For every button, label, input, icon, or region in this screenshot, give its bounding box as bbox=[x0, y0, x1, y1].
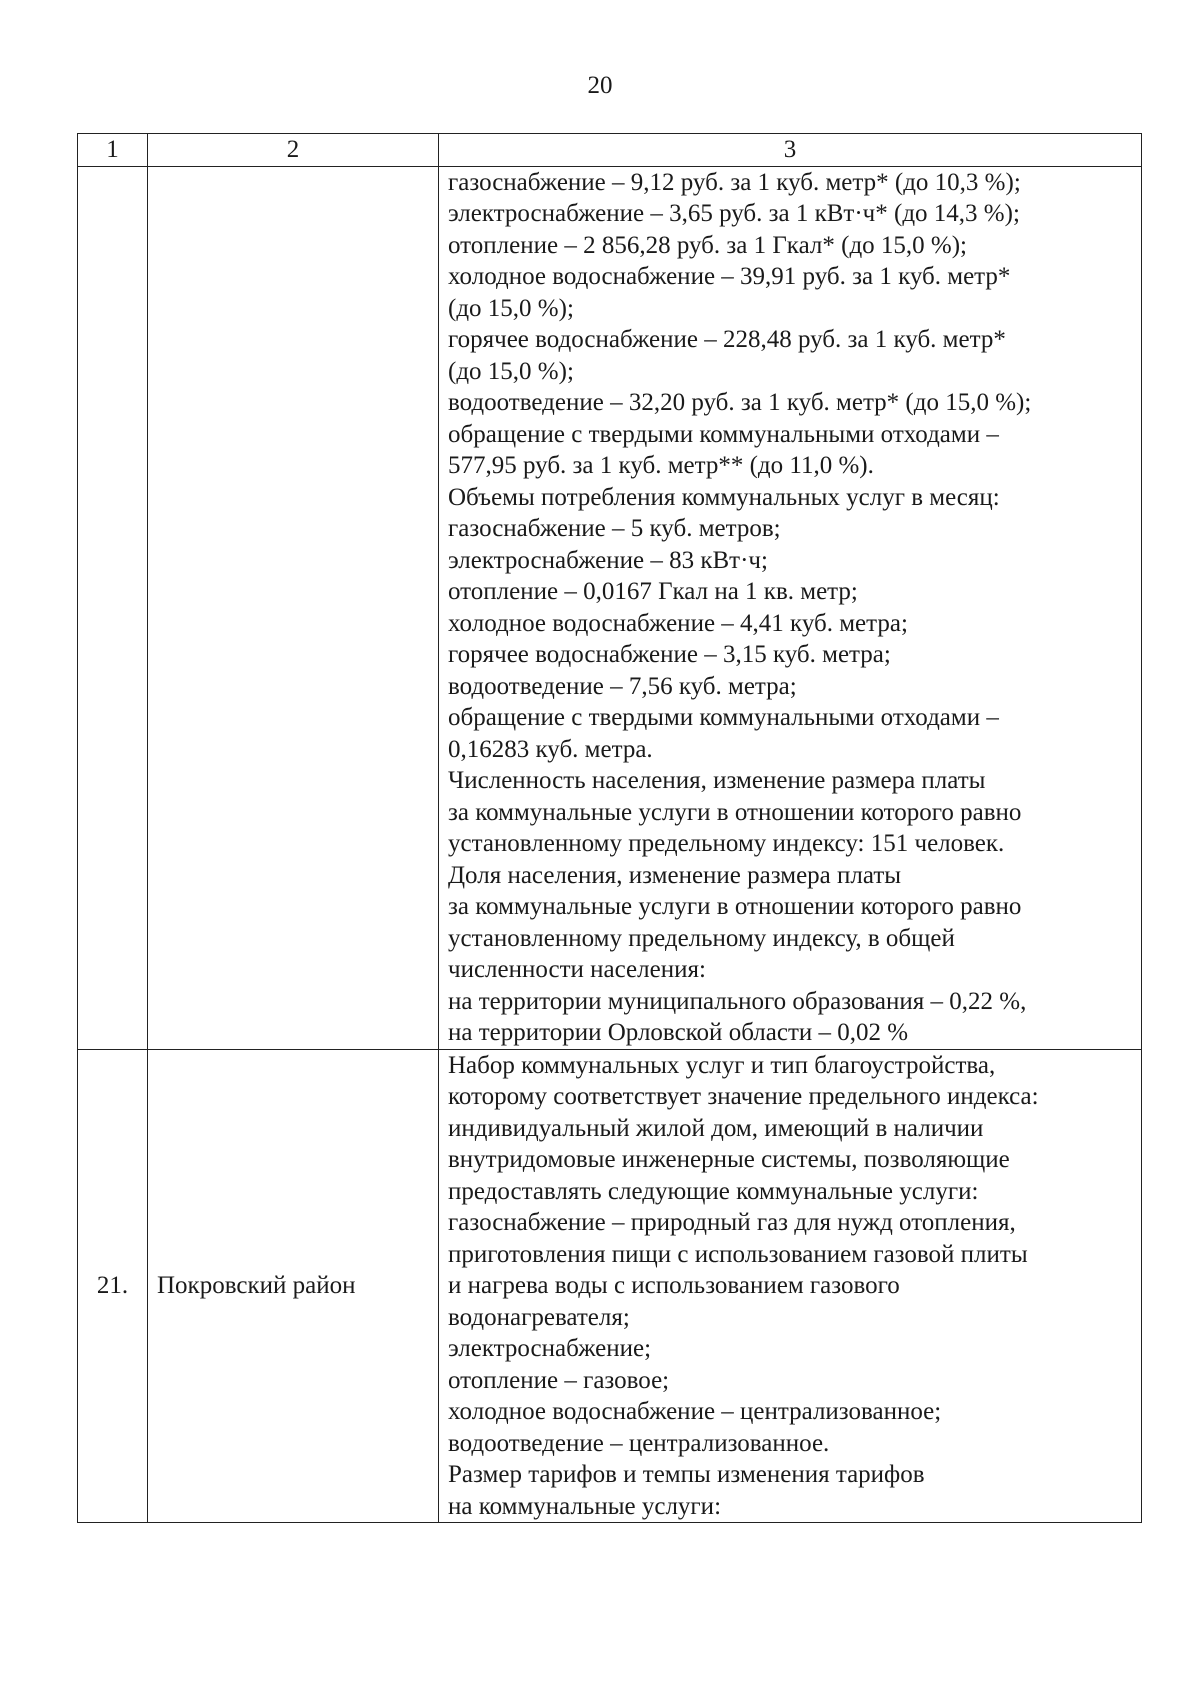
text-line: Доля населения, изменение размера платы bbox=[448, 861, 902, 889]
header-col-3: 3 bbox=[439, 134, 1142, 167]
text-line: обращение с твердыми коммунальными отходами – bbox=[448, 704, 999, 731]
header-col-1: 1 bbox=[78, 134, 148, 167]
text-line: Численность населения, изменение размера платы bbox=[448, 767, 986, 794]
district-name-cell: Покровский район bbox=[148, 1049, 439, 1523]
text-line: на территории Орловской области – 0,02 % bbox=[448, 1019, 909, 1046]
text-line: отопление – 0,0167 Гкал на 1 кв. метр; bbox=[448, 578, 858, 605]
text-line: водоотведение – 7,56 куб. метра; bbox=[448, 672, 797, 700]
text-line: установленному предельному индексу: 151 человек. bbox=[448, 830, 1005, 857]
text-line: Объемы потребления коммунальных услуг в месяц: bbox=[448, 483, 1000, 511]
text-line: газоснабжение – природный газ для нужд отопления, bbox=[448, 1209, 1016, 1236]
district-name-cell bbox=[148, 166, 439, 1049]
text-line: водонагревателя; bbox=[448, 1303, 630, 1331]
text-line: отопление – 2 856,28 руб. за 1 Гкал* (до 15,0 %); bbox=[448, 231, 968, 259]
text-line: за коммунальные услуги в отношении которого равно bbox=[448, 798, 1022, 826]
text-line: индивидуальный жилой дом, имеющий в наличии bbox=[448, 1114, 984, 1142]
text-line: водоотведение – 32,20 руб. за 1 куб. метр* (до 15,0 %); bbox=[448, 389, 1032, 416]
row-number-cell: 21. bbox=[78, 1049, 148, 1523]
text-line: и нагрева воды с использованием газового bbox=[448, 1272, 900, 1299]
description-lines bbox=[448, 167, 1137, 1049]
text-line: 0,16283 куб. метра. bbox=[448, 735, 653, 763]
text-line: на территории муниципального образования – 0,22 %, bbox=[448, 987, 1027, 1015]
text-line: Размер тарифов и темпы изменения тарифов bbox=[448, 1461, 925, 1488]
table-header-row bbox=[78, 134, 1142, 167]
text-line: внутридомовые инженерные системы, позволяющие bbox=[448, 1146, 1010, 1173]
text-line: горячее водоснабжение – 3,15 куб. метра; bbox=[448, 641, 891, 668]
description-cell bbox=[439, 1049, 1142, 1523]
page-number: 20 bbox=[587, 72, 613, 99]
text-line: газоснабжение – 5 куб. метров; bbox=[448, 515, 781, 542]
text-line: обращение с твердыми коммунальными отходами – bbox=[448, 420, 999, 448]
description-lines bbox=[448, 1050, 1137, 1523]
text-line: электроснабжение – 83 кВт·ч; bbox=[448, 546, 768, 574]
row-number-cell bbox=[78, 166, 148, 1049]
text-line: предоставлять следующие коммунальные услуги: bbox=[448, 1177, 979, 1205]
text-line: за коммунальные услуги в отношении которого равно bbox=[448, 893, 1022, 920]
text-line: газоснабжение – 9,12 руб. за 1 куб. метр* (до 10,3 %); bbox=[448, 168, 1021, 196]
text-line: электроснабжение – 3,65 руб. за 1 кВт·ч* (до 14,3 %); bbox=[448, 200, 1020, 227]
text-line: установленному предельному индексу, в общей bbox=[448, 924, 955, 952]
text-line: на коммунальные услуги: bbox=[448, 1492, 722, 1520]
text-line: приготовления пищи с использованием газовой плиты bbox=[448, 1240, 1028, 1268]
text-line: численности населения: bbox=[448, 956, 706, 983]
text-line: электроснабжение; bbox=[448, 1335, 652, 1362]
tariff-table bbox=[77, 133, 1142, 1523]
description-cell bbox=[439, 166, 1142, 1049]
table-row-21 bbox=[78, 1049, 1142, 1523]
text-line: холодное водоснабжение – 4,41 куб. метра; bbox=[448, 609, 908, 637]
text-line: холодное водоснабжение – 39,91 руб. за 1 куб. метр* bbox=[448, 263, 1011, 290]
table-row-continued bbox=[78, 166, 1142, 1049]
header-col-2: 2 bbox=[148, 134, 439, 167]
text-line: водоотведение – централизованное. bbox=[448, 1429, 830, 1457]
text-line: (до 15,0 %); bbox=[448, 357, 574, 385]
text-line: 577,95 руб. за 1 куб. метр** (до 11,0 %). bbox=[448, 452, 874, 479]
text-line: горячее водоснабжение – 228,48 руб. за 1 куб. метр* bbox=[448, 326, 1006, 353]
text-line: Набор коммунальных услуг и тип благоустройства, bbox=[448, 1051, 996, 1079]
text-line: отопление – газовое; bbox=[448, 1366, 670, 1394]
text-line: которому соответствует значение предельного индекса: bbox=[448, 1083, 1039, 1110]
text-line: холодное водоснабжение – централизованное; bbox=[448, 1398, 942, 1425]
text-line: (до 15,0 %); bbox=[448, 294, 574, 322]
